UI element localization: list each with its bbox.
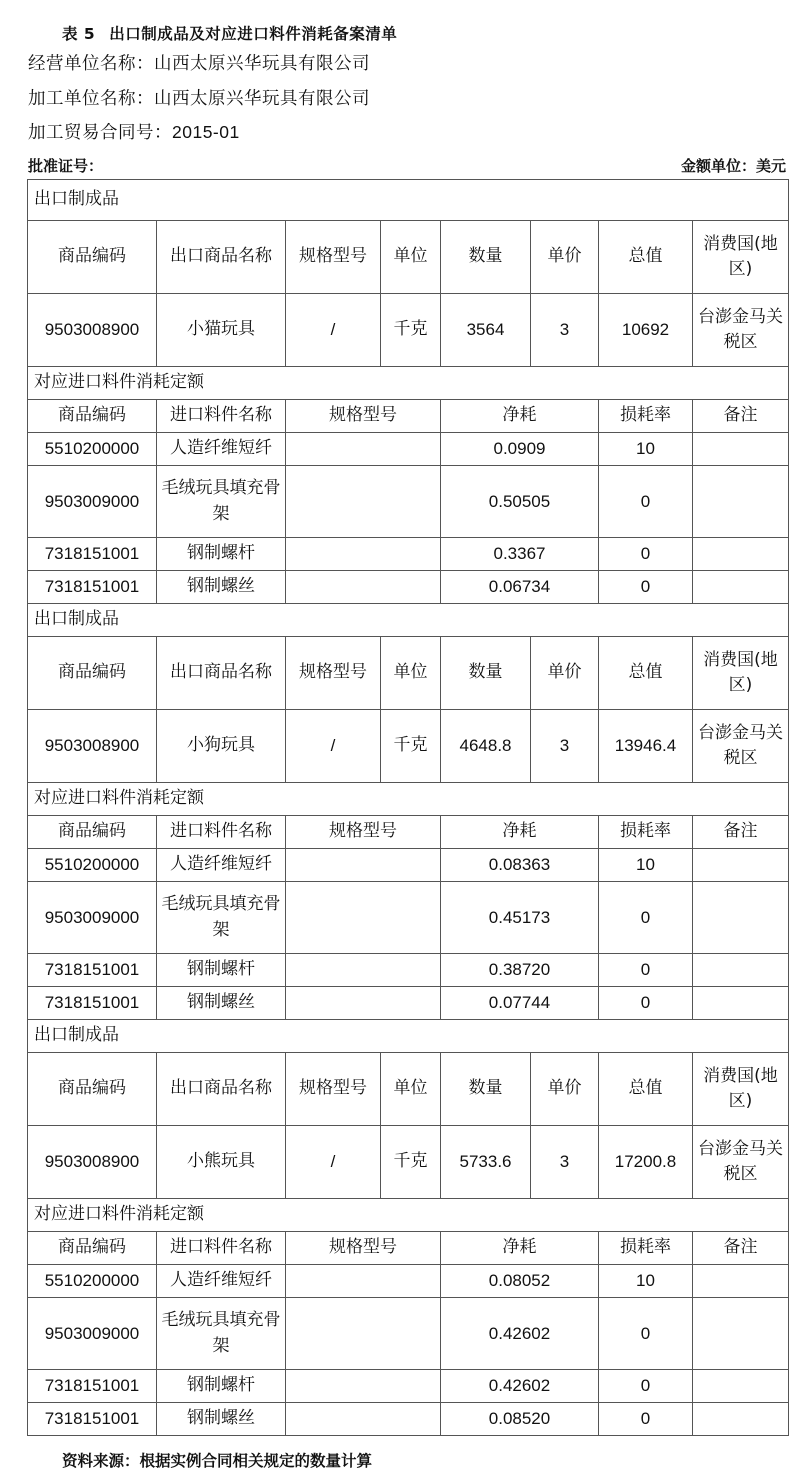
material-header-cell: 损耗率 — [599, 816, 693, 849]
material-net: 0.06734 — [441, 571, 599, 604]
material-name: 钢制螺杆 — [157, 1370, 286, 1403]
export-section-row — [28, 180, 789, 221]
material-loss: 0 — [599, 466, 693, 538]
material-net: 0.38720 — [441, 954, 599, 987]
product-header-cell: 消费国(地区) — [693, 637, 789, 710]
source-note: 资料来源：根据实例合同相关规定的数量计算 — [62, 1452, 373, 1470]
material-header-cell: 商品编码 — [28, 400, 157, 433]
product-header-cell: 出口商品名称 — [157, 1053, 286, 1126]
processor-value: 山西太原兴华玩具有限公司 — [154, 89, 370, 109]
product-country: 台澎金马关税区 — [693, 1126, 789, 1199]
material-code: 5510200000 — [28, 1265, 157, 1298]
product-row — [28, 710, 789, 783]
product-header-cell: 单价 — [531, 1053, 599, 1126]
material-spec — [286, 1298, 441, 1370]
product-header-row — [28, 1053, 789, 1126]
material-spec — [286, 1370, 441, 1403]
material-loss: 0 — [599, 882, 693, 954]
product-header-cell: 单位 — [381, 221, 441, 294]
material-name: 人造纤维短纤 — [157, 849, 286, 882]
material-note — [693, 849, 789, 882]
material-net: 0.42602 — [441, 1298, 599, 1370]
material-code: 9503009000 — [28, 466, 157, 538]
material-spec — [286, 987, 441, 1020]
material-loss: 10 — [599, 1265, 693, 1298]
material-note — [693, 433, 789, 466]
material-row — [28, 987, 789, 1020]
material-header-cell: 净耗 — [441, 816, 599, 849]
material-net: 0.45173 — [441, 882, 599, 954]
export-section-row — [28, 604, 789, 637]
material-net: 0.42602 — [441, 1370, 599, 1403]
material-spec — [286, 466, 441, 538]
product-name: 小狗玩具 — [157, 710, 286, 783]
material-code: 7318151001 — [28, 538, 157, 571]
material-note — [693, 882, 789, 954]
material-loss: 0 — [599, 1298, 693, 1370]
material-net: 0.08520 — [441, 1403, 599, 1436]
material-loss: 0 — [599, 571, 693, 604]
product-header-cell: 单价 — [531, 221, 599, 294]
product-country: 台澎金马关税区 — [693, 710, 789, 783]
material-header-cell: 备注 — [693, 816, 789, 849]
material-loss: 10 — [599, 849, 693, 882]
material-header-cell: 损耗率 — [599, 400, 693, 433]
product-qty: 5733.6 — [441, 1126, 531, 1199]
material-row — [28, 433, 789, 466]
product-header-cell: 规格型号 — [286, 637, 381, 710]
material-code: 9503009000 — [28, 882, 157, 954]
material-row — [28, 849, 789, 882]
material-net: 0.3367 — [441, 538, 599, 571]
product-total: 13946.4 — [599, 710, 693, 783]
material-note — [693, 1370, 789, 1403]
product-code: 9503008900 — [28, 1126, 157, 1199]
material-note — [693, 987, 789, 1020]
product-name: 小猫玩具 — [157, 294, 286, 367]
contract-value: 2015-01 — [172, 122, 240, 142]
material-header-cell: 规格型号 — [286, 1232, 441, 1265]
material-row — [28, 954, 789, 987]
material-header-cell: 进口料件名称 — [157, 816, 286, 849]
import-section-row — [28, 1199, 789, 1232]
product-header-cell: 商品编码 — [28, 1053, 157, 1126]
material-name: 毛绒玩具填充骨架 — [157, 1298, 286, 1370]
material-row — [28, 571, 789, 604]
product-header-cell: 单位 — [381, 1053, 441, 1126]
product-header-cell: 单价 — [531, 637, 599, 710]
material-name: 钢制螺丝 — [157, 571, 286, 604]
product-header-cell: 消费国(地区) — [693, 221, 789, 294]
product-header-cell: 数量 — [441, 1053, 531, 1126]
product-header-cell: 商品编码 — [28, 637, 157, 710]
material-note — [693, 1403, 789, 1436]
material-note — [693, 1265, 789, 1298]
material-loss: 0 — [599, 1403, 693, 1436]
material-spec — [286, 571, 441, 604]
material-header-cell: 损耗率 — [599, 1232, 693, 1265]
material-header-row — [28, 1232, 789, 1265]
material-header-cell: 规格型号 — [286, 400, 441, 433]
material-note — [693, 571, 789, 604]
material-loss: 0 — [599, 1370, 693, 1403]
product-price: 3 — [531, 294, 599, 367]
product-qty: 4648.8 — [441, 710, 531, 783]
material-net: 0.08052 — [441, 1265, 599, 1298]
material-code: 9503009000 — [28, 1298, 157, 1370]
operator-label: 经营单位名称： — [28, 54, 154, 74]
material-loss: 0 — [599, 538, 693, 571]
material-code: 7318151001 — [28, 987, 157, 1020]
material-header-cell: 进口料件名称 — [157, 1232, 286, 1265]
import-section-title: 对应进口料件消耗定额 — [28, 367, 789, 400]
product-header-cell: 数量 — [441, 637, 531, 710]
material-header-cell: 规格型号 — [286, 816, 441, 849]
material-code: 7318151001 — [28, 1370, 157, 1403]
product-row — [28, 1126, 789, 1199]
material-spec — [286, 849, 441, 882]
material-spec — [286, 954, 441, 987]
material-header-cell: 备注 — [693, 1232, 789, 1265]
material-loss: 10 — [599, 433, 693, 466]
product-price: 3 — [531, 1126, 599, 1199]
product-unit: 千克 — [381, 294, 441, 367]
material-name: 钢制螺丝 — [157, 987, 286, 1020]
product-unit: 千克 — [381, 710, 441, 783]
material-note — [693, 538, 789, 571]
material-net: 0.08363 — [441, 849, 599, 882]
material-row — [28, 466, 789, 538]
product-header-cell: 规格型号 — [286, 1053, 381, 1126]
material-header-cell: 商品编码 — [28, 1232, 157, 1265]
import-section-title: 对应进口料件消耗定额 — [28, 783, 789, 816]
product-header-cell: 出口商品名称 — [157, 637, 286, 710]
material-name: 毛绒玩具填充骨架 — [157, 466, 286, 538]
operator-value: 山西太原兴华玩具有限公司 — [154, 54, 370, 74]
product-header-cell: 规格型号 — [286, 221, 381, 294]
material-note — [693, 954, 789, 987]
material-code: 7318151001 — [28, 571, 157, 604]
product-header-cell: 总值 — [599, 637, 693, 710]
table-title — [62, 22, 397, 44]
export-section-title: 出口制成品 — [28, 1020, 789, 1053]
currency-unit: 金额单位：美元 — [680, 157, 786, 175]
material-name: 人造纤维短纤 — [157, 1265, 286, 1298]
product-code: 9503008900 — [28, 710, 157, 783]
material-spec — [286, 882, 441, 954]
material-spec — [286, 1265, 441, 1298]
material-name: 钢制螺杆 — [157, 954, 286, 987]
product-price: 3 — [531, 710, 599, 783]
product-code: 9503008900 — [28, 294, 157, 367]
product-name: 小熊玩具 — [157, 1126, 286, 1199]
export-section-title: 出口制成品 — [28, 604, 789, 637]
material-header-cell: 净耗 — [441, 1232, 599, 1265]
material-row — [28, 538, 789, 571]
material-header-row — [28, 816, 789, 849]
contract-line — [28, 119, 240, 144]
material-header-cell: 净耗 — [441, 400, 599, 433]
product-qty: 3564 — [441, 294, 531, 367]
product-header-cell: 数量 — [441, 221, 531, 294]
table-number: 表 5 — [62, 25, 96, 43]
material-name: 人造纤维短纤 — [157, 433, 286, 466]
product-row — [28, 294, 789, 367]
export-section-row — [28, 1020, 789, 1053]
material-code: 5510200000 — [28, 433, 157, 466]
material-code: 5510200000 — [28, 849, 157, 882]
product-header-cell: 总值 — [599, 1053, 693, 1126]
product-header-row — [28, 221, 789, 294]
material-net: 0.07744 — [441, 987, 599, 1020]
material-code: 7318151001 — [28, 954, 157, 987]
product-header-row — [28, 637, 789, 710]
record-table — [27, 179, 789, 1436]
material-loss: 0 — [599, 987, 693, 1020]
contract-label: 加工贸易合同号： — [28, 123, 172, 143]
product-header-cell: 出口商品名称 — [157, 221, 286, 294]
import-section-row — [28, 367, 789, 400]
material-name: 钢制螺杆 — [157, 538, 286, 571]
product-header-cell: 总值 — [599, 221, 693, 294]
processor-line — [28, 85, 370, 110]
material-header-cell: 商品编码 — [28, 816, 157, 849]
approval-label: 批准证号： — [28, 157, 104, 175]
material-net: 0.0909 — [441, 433, 599, 466]
material-name: 毛绒玩具填充骨架 — [157, 882, 286, 954]
material-note — [693, 1298, 789, 1370]
table-title-text: 出口制成品及对应进口料件消耗备案清单 — [109, 25, 398, 43]
product-header-cell: 商品编码 — [28, 221, 157, 294]
material-header-cell: 进口料件名称 — [157, 400, 286, 433]
operator-line — [28, 50, 370, 75]
import-section-row — [28, 783, 789, 816]
material-header-cell: 备注 — [693, 400, 789, 433]
export-section-title: 出口制成品 — [28, 180, 789, 221]
material-note — [693, 466, 789, 538]
product-spec: / — [286, 294, 381, 367]
material-row — [28, 1370, 789, 1403]
material-loss: 0 — [599, 954, 693, 987]
material-spec — [286, 1403, 441, 1436]
product-header-cell: 消费国(地区) — [693, 1053, 789, 1126]
product-spec: / — [286, 1126, 381, 1199]
material-row — [28, 882, 789, 954]
material-code: 7318151001 — [28, 1403, 157, 1436]
material-net: 0.50505 — [441, 466, 599, 538]
material-name: 钢制螺丝 — [157, 1403, 286, 1436]
material-spec — [286, 433, 441, 466]
import-section-title: 对应进口料件消耗定额 — [28, 1199, 789, 1232]
product-spec: / — [286, 710, 381, 783]
product-total: 10692 — [599, 294, 693, 367]
processor-label: 加工单位名称： — [28, 89, 154, 109]
product-total: 17200.8 — [599, 1126, 693, 1199]
material-spec — [286, 538, 441, 571]
product-country: 台澎金马关税区 — [693, 294, 789, 367]
material-row — [28, 1265, 789, 1298]
product-header-cell: 单位 — [381, 637, 441, 710]
material-row — [28, 1403, 789, 1436]
material-row — [28, 1298, 789, 1370]
product-unit: 千克 — [381, 1126, 441, 1199]
material-header-row — [28, 400, 789, 433]
